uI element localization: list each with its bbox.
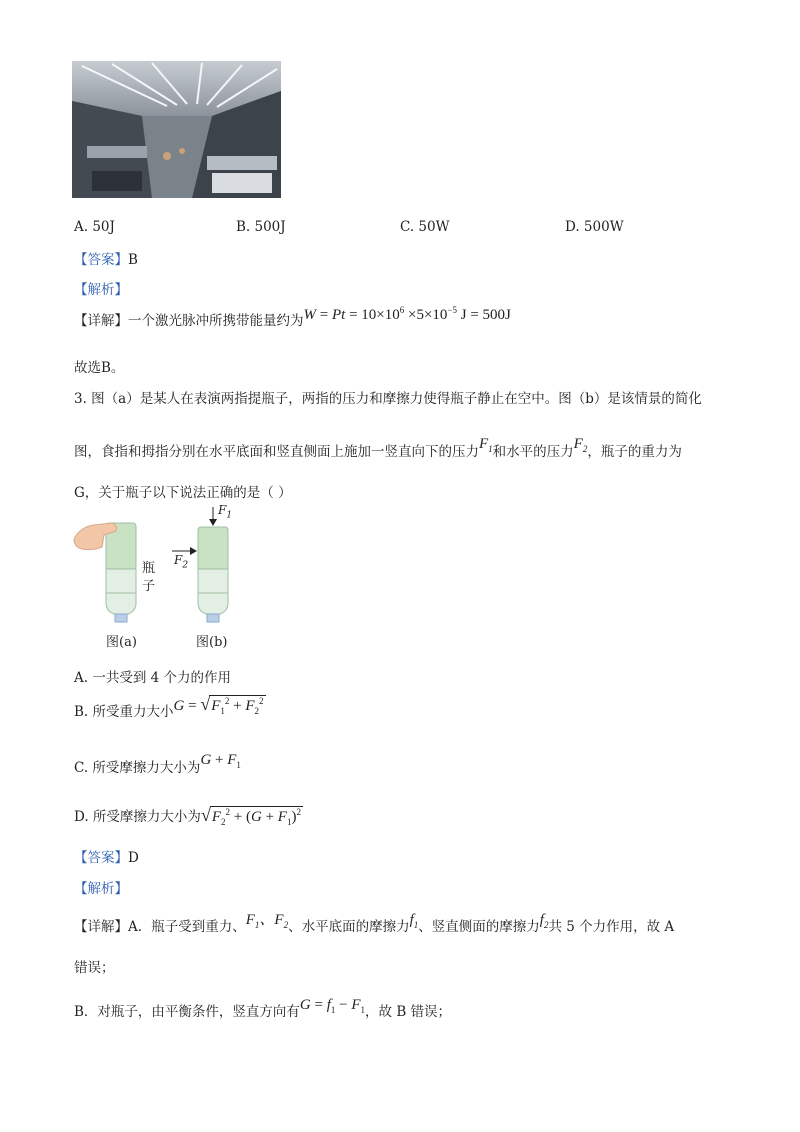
q3-detail-a: 【详解】A．瓶子受到重力、$F_1$、$F_2$、水平底面的摩擦力$f_1$、竖直侧面的摩擦力$f_2$共 5 个力作用，故 A bbox=[74, 912, 675, 935]
formula-b: $G = √F_1^2 + F_2^2$ bbox=[173, 694, 264, 716]
option-d: D. 500W bbox=[565, 219, 624, 235]
option-c: C. 50W bbox=[400, 219, 450, 235]
q2-answer bbox=[74, 248, 138, 268]
option-a: A. 50J bbox=[74, 219, 115, 235]
q2-detail bbox=[74, 305, 511, 330]
q3-answer: 【答案】D bbox=[74, 850, 139, 866]
fig-f1-label: $F_1$ bbox=[218, 503, 233, 521]
q3-option-b: B. 所受重力大小$G = √F_1^2 + F_2^2$ bbox=[74, 694, 264, 720]
q2-conclusion: 故选B。 bbox=[74, 360, 125, 376]
q3-analysis-tag: 【解析】 bbox=[74, 881, 128, 897]
bottle-char1: 瓶 bbox=[142, 561, 156, 576]
f1-symbol: $F_1$ bbox=[479, 436, 493, 454]
option-b: B. 500J bbox=[236, 219, 286, 235]
detail-text: 一个激光脉冲所携带能量约为 bbox=[128, 313, 304, 329]
q3-option-a: A. 一共受到 4 个力的作用 bbox=[74, 670, 232, 686]
q3-detail-b: B．对瓶子，由平衡条件，竖直方向有$G = f_1 - F_1$，故 B 错误； bbox=[74, 997, 452, 1020]
label-fig-a: 图(a) bbox=[106, 635, 137, 650]
answer-value: B bbox=[128, 252, 138, 268]
bottle-figure bbox=[72, 503, 252, 653]
q3-detail-a-cont: 错误； bbox=[74, 960, 115, 976]
laser-facility-photo bbox=[72, 61, 281, 198]
q2-analysis-tag: 【解析】 bbox=[74, 282, 128, 298]
formula-balance: $G = f_1 - F_1$ bbox=[299, 997, 366, 1015]
bottle-char2: 子 bbox=[142, 579, 156, 594]
detail-tag: 【详解】 bbox=[74, 313, 128, 329]
f2-symbol: $F_2$ bbox=[573, 436, 588, 454]
q3-option-d: D. 所受摩擦力大小为$√F_2^2 + (G + F_1)^2$ bbox=[74, 805, 301, 827]
q3-line2: 图，食指和拇指分别在水平底面和竖直侧面上施加一竖直向下的压力$F_1$和水平的压力$F_2$，瓶子的重力为 bbox=[74, 436, 682, 460]
q3-line1: 3. 图（a）是某人在表演两指提瓶子，两指的压力和摩擦力使得瓶子静止在空中。图（b）是该情景的简化 bbox=[74, 391, 702, 407]
formula-c: $G + F_1$ bbox=[200, 752, 241, 770]
formula-d: $√F_2^2 + (G + F_1)^2$ bbox=[200, 805, 301, 827]
energy-formula: $W = Pt = 10\times 10^6 \times 5\times 10^{-5}$ J = 500J bbox=[303, 305, 511, 323]
q3-option-c: C. 所受摩擦力大小为$G + F_1$ bbox=[74, 752, 241, 776]
answer-tag: 【答案】 bbox=[74, 252, 128, 268]
label-fig-b: 图(b) bbox=[196, 635, 228, 650]
fig-f2-label: $F_2$ bbox=[174, 553, 189, 571]
q3-line3: G，关于瓶子以下说法正确的是（ ） bbox=[74, 485, 292, 501]
